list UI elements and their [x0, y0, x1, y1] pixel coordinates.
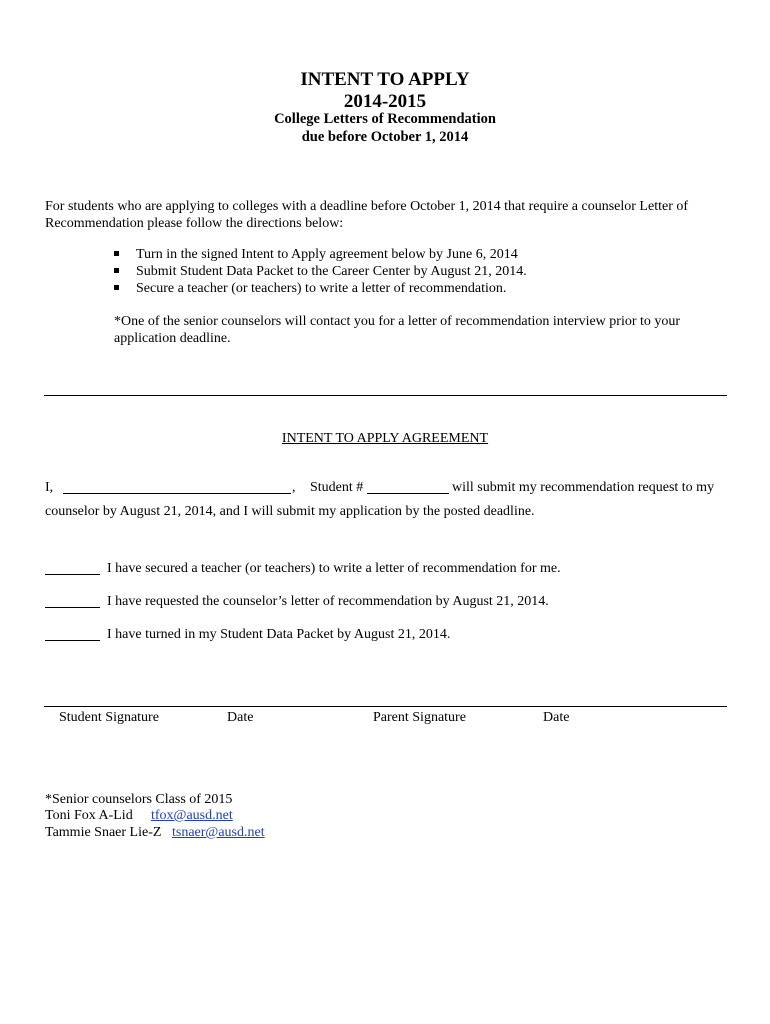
counselor-2-name: Tammie Snaer Lie-Z	[45, 825, 162, 840]
agreement-comma: ,	[292, 480, 296, 495]
due-date-line: due before October 1, 2014	[301, 129, 469, 145]
directions-list	[114, 246, 527, 297]
bullet-square-icon	[114, 268, 119, 273]
checklist-item-teacher: I have secured a teacher (or teachers) to write a letter of recommendation for me.	[107, 561, 561, 576]
counselor-2-email-link[interactable]: tsnaer@ausd.net	[172, 825, 265, 840]
student-number-blank[interactable]	[367, 479, 449, 494]
student-date-label: Date	[227, 710, 254, 725]
parent-signature-label: Parent Signature	[373, 710, 466, 725]
note-line-1: *One of the senior counselors will contact you for a letter of recommendation interview prior to your	[114, 314, 681, 329]
checklist-blank-3[interactable]	[45, 626, 100, 641]
document-year: 2014-2015	[343, 91, 427, 112]
list-item: Secure a teacher (or teachers) to write a letter of recommendation.	[114, 280, 527, 297]
checklist-item-counselor: I have requested the counselor’s letter of recommendation by August 21, 2014.	[107, 594, 549, 609]
agreement-line-2: counselor by August 21, 2014, and I will submit my application by the posted deadline.	[45, 504, 535, 519]
note-line-2: application deadline.	[114, 331, 231, 346]
document-subtitle: College Letters of Recommendation	[274, 111, 496, 127]
student-signature-label: Student Signature	[59, 710, 159, 725]
list-item: Turn in the signed Intent to Apply agreement below by June 6, 2014	[114, 246, 527, 263]
counselors-heading: *Senior counselors Class of 2015	[45, 792, 233, 807]
intro-line-1: For students who are applying to colleges with a deadline before October 1, 2014 that require a counselor Letter of	[45, 199, 689, 214]
checklist-blank-2[interactable]	[45, 593, 100, 608]
intro-line-2: Recommendation please follow the directions below:	[45, 216, 344, 231]
parent-date-label: Date	[543, 710, 570, 725]
student-name-blank[interactable]	[63, 479, 291, 494]
checklist-item-data-packet: I have turned in my Student Data Packet by August 21, 2014.	[107, 627, 451, 642]
document-title: INTENT TO APPLY	[300, 69, 470, 90]
checklist-blank-1[interactable]	[45, 560, 100, 575]
bullet-square-icon	[114, 285, 119, 290]
agreement-submit-text: will submit my recommendation request to my	[452, 480, 715, 495]
list-item: Submit Student Data Packet to the Career Center by August 21, 2014.	[114, 263, 527, 280]
bullet-square-icon	[114, 251, 119, 256]
counselor-1-name: Toni Fox A-Lid	[45, 808, 133, 823]
section-divider	[44, 395, 727, 396]
signature-line[interactable]	[44, 706, 727, 707]
counselor-1-email-link[interactable]: tfox@ausd.net	[151, 808, 233, 823]
agreement-i-label: I,	[45, 480, 54, 495]
student-number-label: Student #	[310, 480, 364, 495]
agreement-heading: INTENT TO APPLY AGREEMENT	[281, 431, 489, 446]
